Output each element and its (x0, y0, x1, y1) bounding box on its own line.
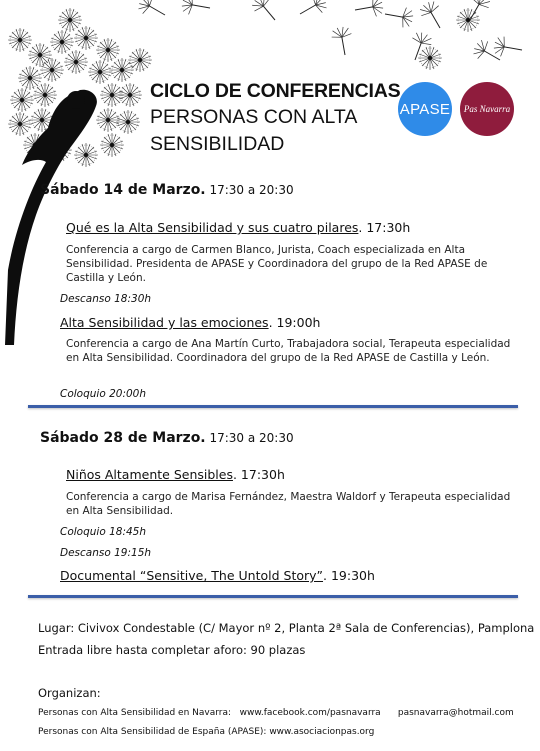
facebook-link[interactable]: www.facebook.com/pasnavarra (239, 708, 381, 718)
pas-navarra-logo: Pas Navarra (460, 82, 514, 136)
session1-colloquium: Coloquio 20:00h (60, 388, 147, 400)
session1-talk2-description: Conferencia a cargo de Ana Martín Curto, Trabajadora social, Terapeuta especialidad en Alta Sensibilidad. Coordinadora del grupo de la Red APASE de Castilla y León. (66, 338, 511, 364)
talk-title-link[interactable]: Qué es la Alta Sensibilidad y sus cuatro pilares (66, 220, 359, 235)
section-divider (28, 595, 518, 598)
organizer-line-2: Personas con Alta Sensibilidad de España (APASE): www.asociacionpas.org (38, 727, 375, 737)
email-link[interactable]: pasnavarra@hotmail.com (397, 708, 514, 718)
title-line-3: SENSIBILIDAD (150, 133, 285, 155)
title-line-2: PERSONAS CON ALTA (150, 106, 358, 128)
session2-talk1-description: Conferencia a cargo de Marisa Fernández, Maestra Waldorf y Terapeuta especialidad en Alta Sensibilidad. (66, 491, 511, 517)
venue-entry: Entrada libre hasta completar aforo: 90 plazas (38, 643, 306, 657)
section-divider (28, 405, 518, 408)
dandelion-head (8, 8, 152, 167)
session1-talk1-description: Conferencia a cargo de Carmen Blanco, Jurista, Coach especializada en Alta Sensibilidad. Presidenta de APASE y Coordinadora del grupo de la Red APASE de Castilla y León. (66, 244, 488, 284)
talk-title-link[interactable]: Alta Sensibilidad y las emociones (60, 315, 269, 330)
session1-talk2: Alta Sensibilidad y las emociones. 19:00h (60, 315, 321, 330)
organizer-line-1: Personas con Alta Sensibilidad en Navarra: www.facebook.com/pasnavarra pasnavarra@hotmail.com (38, 708, 514, 718)
talk-title-link[interactable]: Niños Altamente Sensibles (66, 467, 233, 482)
session1-date: Sábado 14 de Marzo. 17:30 a 20:30 (40, 182, 294, 198)
session2-documentary: Documental “Sensitive, The Untold Story”. 19:30h (60, 568, 375, 583)
venue-place: Lugar: Civivox Condestable (C/ Mayor nº 2, Planta 2ª Sala de Conferencias), Pamplona (38, 621, 535, 635)
session2-break: Descanso 19:15h (60, 547, 152, 559)
session1-break: Descanso 18:30h (60, 293, 152, 305)
session2-date: Sábado 28 de Marzo. 17:30 a 20:30 (40, 430, 294, 446)
flying-seeds (136, 0, 524, 70)
documentary-title-link[interactable]: Documental “Sensitive, The Untold Story” (60, 568, 324, 583)
session1-talk1: Qué es la Alta Sensibilidad y sus cuatro pilares. 17:30h (66, 220, 411, 235)
session2-colloquium: Coloquio 18:45h (60, 526, 147, 538)
organizers-heading: Organizan: (38, 686, 101, 700)
session2-talk1: Niños Altamente Sensibles. 17:30h (66, 467, 285, 482)
apase-logo: APASE (398, 82, 452, 136)
title-line-1: CICLO DE CONFERENCIAS (150, 80, 401, 102)
